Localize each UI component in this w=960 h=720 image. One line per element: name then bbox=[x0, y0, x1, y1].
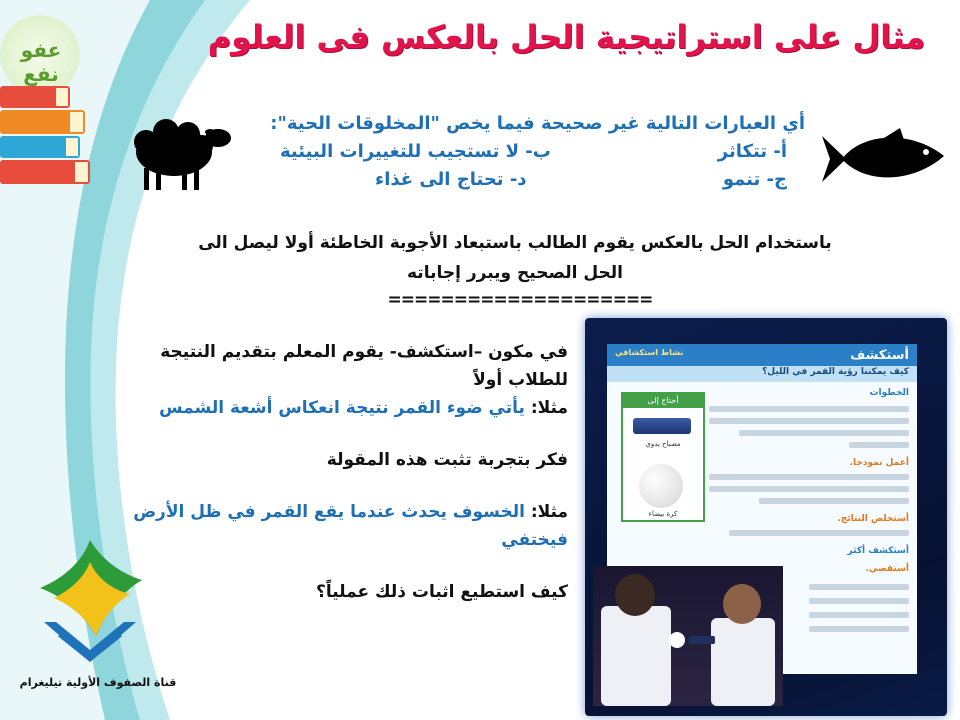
separator-line: ==================== bbox=[387, 290, 653, 310]
options-row-2 bbox=[260, 166, 805, 194]
explanation-text bbox=[185, 228, 845, 288]
channel-name: قناة الصفوف الأولية تيليغرام bbox=[19, 676, 177, 689]
option-a: أ- تتكاثر bbox=[717, 141, 787, 162]
page-title: مثال على استراتيجية الحل بالعكس فى العلوم bbox=[207, 18, 925, 56]
textbook-question-bar bbox=[607, 366, 917, 382]
example-1-label: مثلا: bbox=[530, 398, 568, 418]
explanation-line-1: باستخدام الحل بالعكس يقوم الطالب باستبعاد الأجوبة الخاطئة أولا ليصل الى bbox=[198, 233, 832, 253]
paragraph-think: فكر بتجربة تثبت هذه المقولة bbox=[326, 450, 568, 470]
textbook-question: كيف يمكننا رؤية القمر في الليل؟ bbox=[762, 367, 909, 377]
materials-item-2: كرة بيضاء bbox=[648, 510, 678, 518]
paragraph-explore: في مكون –استكشف- يقوم المعلم بتقديم النتيجة للطلاب أولاً bbox=[160, 342, 568, 390]
question-block bbox=[260, 110, 805, 194]
body-text bbox=[130, 338, 568, 606]
paragraph-question: كيف استطيع اثبات ذلك عملياً؟ bbox=[315, 582, 568, 602]
textbook-step-2: أعمل نموذجا. bbox=[849, 458, 909, 468]
flashlight-icon bbox=[633, 418, 691, 434]
fish-icon bbox=[822, 128, 947, 190]
white-ball-icon bbox=[639, 464, 683, 508]
option-c: ج- تنمو bbox=[722, 169, 787, 190]
sheep-icon bbox=[132, 116, 237, 194]
option-d: د- تحتاج الى غذاء bbox=[375, 169, 527, 190]
students-photo bbox=[593, 566, 783, 706]
logo-text: عفو نفع bbox=[20, 38, 62, 86]
example-2 bbox=[130, 498, 568, 554]
example-2-text: الخسوف يحدث عندما يقع القمر في ظل الأرض فيختفي bbox=[133, 502, 568, 550]
example-2-label: مثلا: bbox=[530, 502, 568, 522]
textbook-header-left: نشاط استكشافي bbox=[615, 348, 684, 357]
textbook-header bbox=[607, 344, 917, 366]
textbook-image bbox=[585, 318, 947, 716]
example-1 bbox=[130, 394, 568, 422]
materials-card-header: أحتاج إلى bbox=[623, 394, 703, 408]
option-b: ب- لا تستجيب للتغييرات البيئية bbox=[280, 141, 551, 162]
question-stem: أي العبارات التالية غير صحيحة فيما يخص "المخلوقات الحية": bbox=[270, 113, 805, 134]
options-row-1 bbox=[260, 138, 805, 166]
explanation-line-2: الحل الصحيح ويبرر إجاباته bbox=[407, 263, 623, 283]
materials-item-1: مصباح يدوي bbox=[645, 440, 681, 448]
ministry-logo-icon bbox=[30, 532, 150, 672]
textbook-header-right: أستكشف bbox=[850, 348, 909, 363]
textbook-more: أستكشف أكثر bbox=[847, 546, 909, 556]
materials-card bbox=[621, 392, 705, 522]
textbook-step-3: أستخلص النتائج. bbox=[837, 514, 909, 524]
textbook-step-4: أستقصي. bbox=[865, 564, 909, 574]
books-stack-icon bbox=[0, 82, 100, 202]
example-1-text: يأتي ضوء القمر نتيجة انعكاس أشعة الشمس bbox=[159, 398, 531, 418]
textbook-steps-label: الخطوات bbox=[869, 388, 909, 398]
